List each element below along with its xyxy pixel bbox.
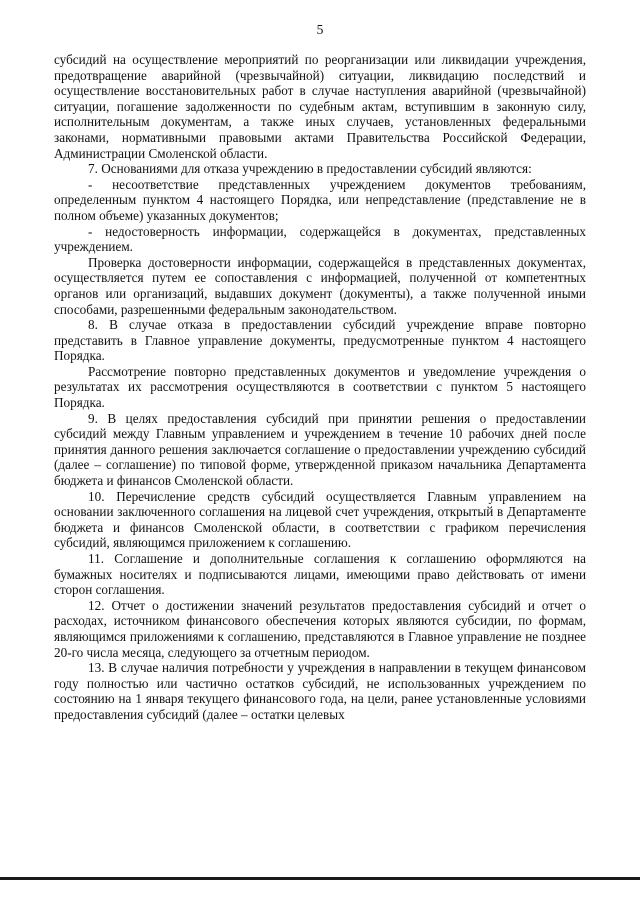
paragraph: 9. В целях предоставления субсидий при принятии решения о предоставлении субсидий между Главным управлением и учреждением в течение 10 рабочих дней после принятия данного решения заключается соглашение о предоставлении учреждению субсидий (далее – соглашение) по типовой форме, утвержденной приказом начальника Департамента бюджета и финансов Смоленской области. <box>54 410 586 489</box>
paragraph: 7. Основаниями для отказа учреждению в предоставлении субсидий являются: <box>88 161 532 177</box>
document-body <box>54 52 586 723</box>
paragraph: - недостоверность информации, содержащейся в документах, представленных учреждением. <box>54 223 586 255</box>
paragraph: субсидий на осуществление мероприятий по реорганизации или ликвидации учреждения, предотвращение аварийной (чрезвычайной) ситуации, ликвидацию последствий и осуществление восстановительных работ в случае наступления аварийной (чрезвычайной) ситуации, погашение задолженности по судебным актам, вступившим в законную силу, исполнительным документам, а также иных случаев, установленных федеральными законами, нормативными правовыми актами Правительства Российской Федерации, Администрации Смоленской области. <box>54 52 586 161</box>
paragraph: 12. Отчет о достижении значений результатов предоставления субсидий и отчет о расходах, источником финансового обеспечения которых являются субсидии, по формам, являющимся приложениями к соглашению, представляются в Главное управление не позднее 20-го числа месяца, следующего за отчетным периодом. <box>54 597 586 660</box>
page-bottom-border <box>0 877 640 880</box>
paragraph: 11. Соглашение и дополнительные соглашения к соглашению оформляются на бумажных носителях и подписываются лицами, имеющими право действовать от имени сторон соглашения. <box>54 551 586 598</box>
paragraph: Рассмотрение повторно представленных документов и уведомление учреждения о результатах их рассмотрения осуществляются в соответствии с пунктом 5 настоящего Порядка. <box>54 363 586 411</box>
page-number: 5 <box>316 22 324 37</box>
paragraph: - несоответствие представленных учреждением документов требованиям, определенным пунктом 4 настоящего Порядка, или непредставление (представление не в полном объеме) указанных документов; <box>54 176 586 223</box>
paragraph: 8. В случае отказа в предоставлении субсидий учреждение вправе повторно представить в Главное управление документы, предусмотренные пунктом 4 настоящего Порядка. <box>54 317 586 364</box>
paragraph: 10. Перечисление средств субсидий осуществляется Главным управлением на основании заключенного соглашения на лицевой счет учреждения, открытый в Департаменте бюджета и финансов Смоленской области, в соответствии с графиком перечисления субсидий, являющимся приложением к соглашению. <box>54 488 586 551</box>
paragraph: Проверка достоверности информации, содержащейся в представленных документах, осуществляется путем ее сопоставления с информацией, полученной от компетентных органов или организаций, выдавших документ (документы), а также полученной иными способами, разрешенными федеральным законодательством. <box>54 254 586 317</box>
paragraph: 13. В случае наличия потребности у учреждения в направлении в текущем финансовом году полностью или частично остатков субсидий, не использованных учреждением по состоянию на 1 января текущего финансового года, на цели, ранее установленные условиями предоставления субсидий (далее – остатки целевых <box>54 660 586 722</box>
